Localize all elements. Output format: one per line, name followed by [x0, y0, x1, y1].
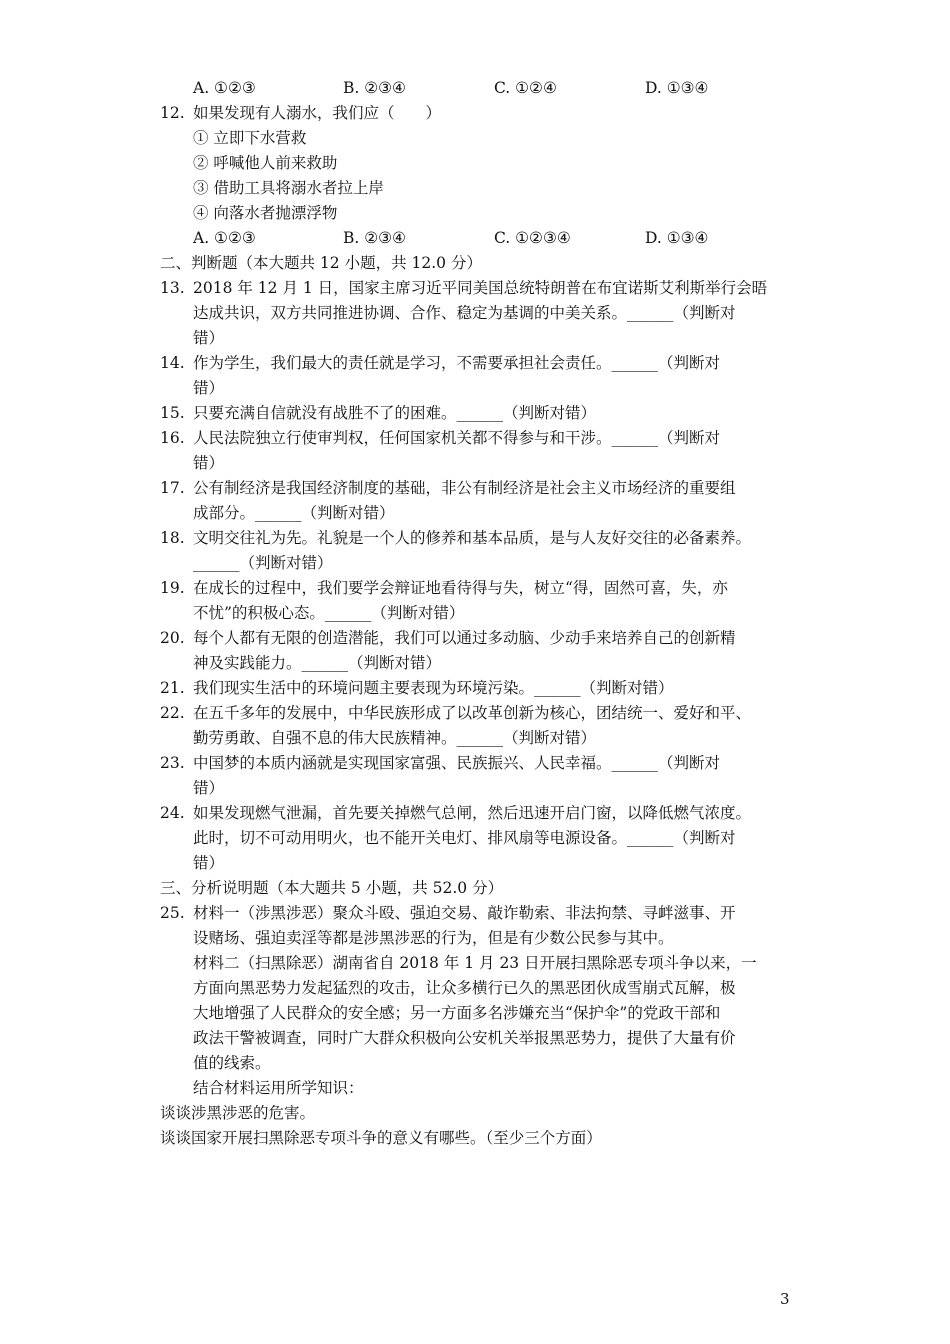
q24-line-3: 错） — [193, 854, 225, 872]
q12-option-d: D. ①③④ — [645, 229, 709, 247]
q21-number: 21. — [160, 679, 185, 697]
q11-option-d: D. ①③④ — [645, 79, 709, 97]
q25-material1-line-1: 材料一（涉黑涉恶）聚众斗殴、强迫交易、敲诈勒索、非法拘禁、寻衅滋事、开 — [193, 904, 736, 922]
page-number: 3 — [780, 1290, 790, 1308]
q25-material2-line-5: 值的线索。 — [193, 1054, 271, 1072]
q15-number: 15. — [160, 404, 185, 422]
section-2-title: 二、判断题（本大题共 12 小题，共 12.0 分） — [160, 254, 482, 272]
q12-option-c: C. ①②③④ — [494, 229, 571, 247]
q18-line-2: ______（判断对错） — [193, 554, 333, 572]
q12-item-3: ③ 借助工具将溺水者拉上岸 — [193, 179, 384, 197]
q12-option-b: B. ②③④ — [343, 229, 406, 247]
q22-line-2: 勤劳勇敢、自强不息的伟大民族精神。______（判断对错） — [193, 729, 597, 747]
q13-number: 13. — [160, 279, 185, 297]
q21-line-1: 我们现实生活中的环境问题主要表现为环境污染。______（判断对错） — [193, 679, 674, 697]
q20-line-1: 每个人都有无限的创造潜能，我们可以通过多动脑、少动手来培养自己的创新精 — [193, 629, 736, 647]
q23-line-2: 错） — [193, 779, 225, 797]
q19-number: 19. — [160, 579, 185, 597]
q20-number: 20. — [160, 629, 185, 647]
q12-item-2: ② 呼喊他人前来救助 — [193, 154, 338, 172]
q24-number: 24. — [160, 804, 185, 822]
q17-number: 17. — [160, 479, 185, 497]
q11-option-b: B. ②③④ — [343, 79, 406, 97]
q12-item-4: ④ 向落水者抛漂浮物 — [193, 204, 338, 222]
q24-line-1: 如果发现燃气泄漏，首先要关掉燃气总闸，然后迅速开启门窗，以降低燃气浓度。 — [193, 804, 752, 822]
q18-line-1: 文明交往礼为先。礼貌是一个人的修养和基本品质，是与人友好交往的必备素养。 — [193, 529, 752, 547]
q13-line-3: 错） — [193, 329, 225, 347]
section-3-title: 三、分析说明题（本大题共 5 小题，共 52.0 分） — [160, 879, 504, 897]
q19-line-1: 在成长的过程中，我们要学会辩证地看待得与失，树立“得，固然可喜，失，亦 — [193, 579, 728, 597]
q25-material1-line-2: 设赌场、强迫卖淫等都是涉黑涉恶的行为，但是有少数公民参与其中。 — [193, 929, 674, 947]
q25-question-1: 谈谈涉黑涉恶的危害。 — [160, 1104, 316, 1122]
q13-line-1: 2018 年 12 月 1 日，国家主席习近平同美国总统特朗普在布宜诺斯艾利斯举行会晤 — [193, 279, 768, 297]
q11-option-c: C. ①②④ — [494, 79, 557, 97]
q23-line-1: 中国梦的本质内涵就是实现国家富强、民族振兴、人民幸福。______（判断对 — [193, 754, 721, 772]
q25-question-2: 谈谈国家开展扫黑除恶专项斗争的意义有哪些。（至少三个方面） — [160, 1129, 602, 1147]
q25-material2-line-2: 方面向黑恶势力发起猛烈的攻击，让众多横行已久的黑恶团伙成雪崩式瓦解，极 — [193, 979, 736, 997]
q20-line-2: 神及实践能力。______（判断对错） — [193, 654, 442, 672]
q11-option-a: A. ①②③ — [193, 79, 256, 97]
q17-line-2: 成部分。______（判断对错） — [193, 504, 395, 522]
q18-number: 18. — [160, 529, 185, 547]
q25-instruction: 结合材料运用所学知识： — [193, 1079, 364, 1097]
q22-line-1: 在五千多年的发展中，中华民族形成了以改革创新为核心，团结统一、爱好和平、 — [193, 704, 752, 722]
q17-line-1: 公有制经济是我国经济制度的基础，非公有制经济是社会主义市场经济的重要组 — [193, 479, 736, 497]
q14-line-1: 作为学生，我们最大的责任就是学习，不需要承担社会责任。______（判断对 — [193, 354, 721, 372]
q13-line-2: 达成共识，双方共同推进协调、合作、稳定为基调的中美关系。______（判断对 — [193, 304, 736, 322]
q15-line-1: 只要充满自信就没有战胜不了的困难。______（判断对错） — [193, 404, 597, 422]
q16-line-1: 人民法院独立行使审判权，任何国家机关都不得参与和干涉。______（判断对 — [193, 429, 721, 447]
q19-line-2: 不忧”的积极心态。______（判断对错） — [193, 604, 465, 622]
q24-line-2: 此时，切不可动用明火，也不能开关电灯、排风扇等电源设备。______（判断对 — [193, 829, 736, 847]
q25-number: 25. — [160, 904, 185, 922]
q23-number: 23. — [160, 754, 185, 772]
q16-line-2: 错） — [193, 454, 225, 472]
q14-line-2: 错） — [193, 379, 225, 397]
q25-material2-line-4: 政法干警被调查，同时广大群众积极向公安机关举报黑恶势力，提供了大量有价 — [193, 1029, 736, 1047]
q25-material2-line-3: 大地增强了人民群众的安全感；另一方面多名涉嫌充当“保护伞”的党政干部和 — [193, 1004, 721, 1022]
q25-material2-line-1: 材料二（扫黑除恶）湖南省自 2018 年 1 月 23 日开展扫黑除恶专项斗争以来，一 — [193, 954, 757, 972]
q12-item-1: ① 立即下水营救 — [193, 129, 307, 147]
q12-stem: 如果发现有人溺水，我们应（ ） — [193, 104, 442, 122]
q12-option-a: A. ①②③ — [193, 229, 256, 247]
q16-number: 16. — [160, 429, 185, 447]
q14-number: 14. — [160, 354, 185, 372]
q22-number: 22. — [160, 704, 185, 722]
q12-number: 12. — [160, 104, 185, 122]
